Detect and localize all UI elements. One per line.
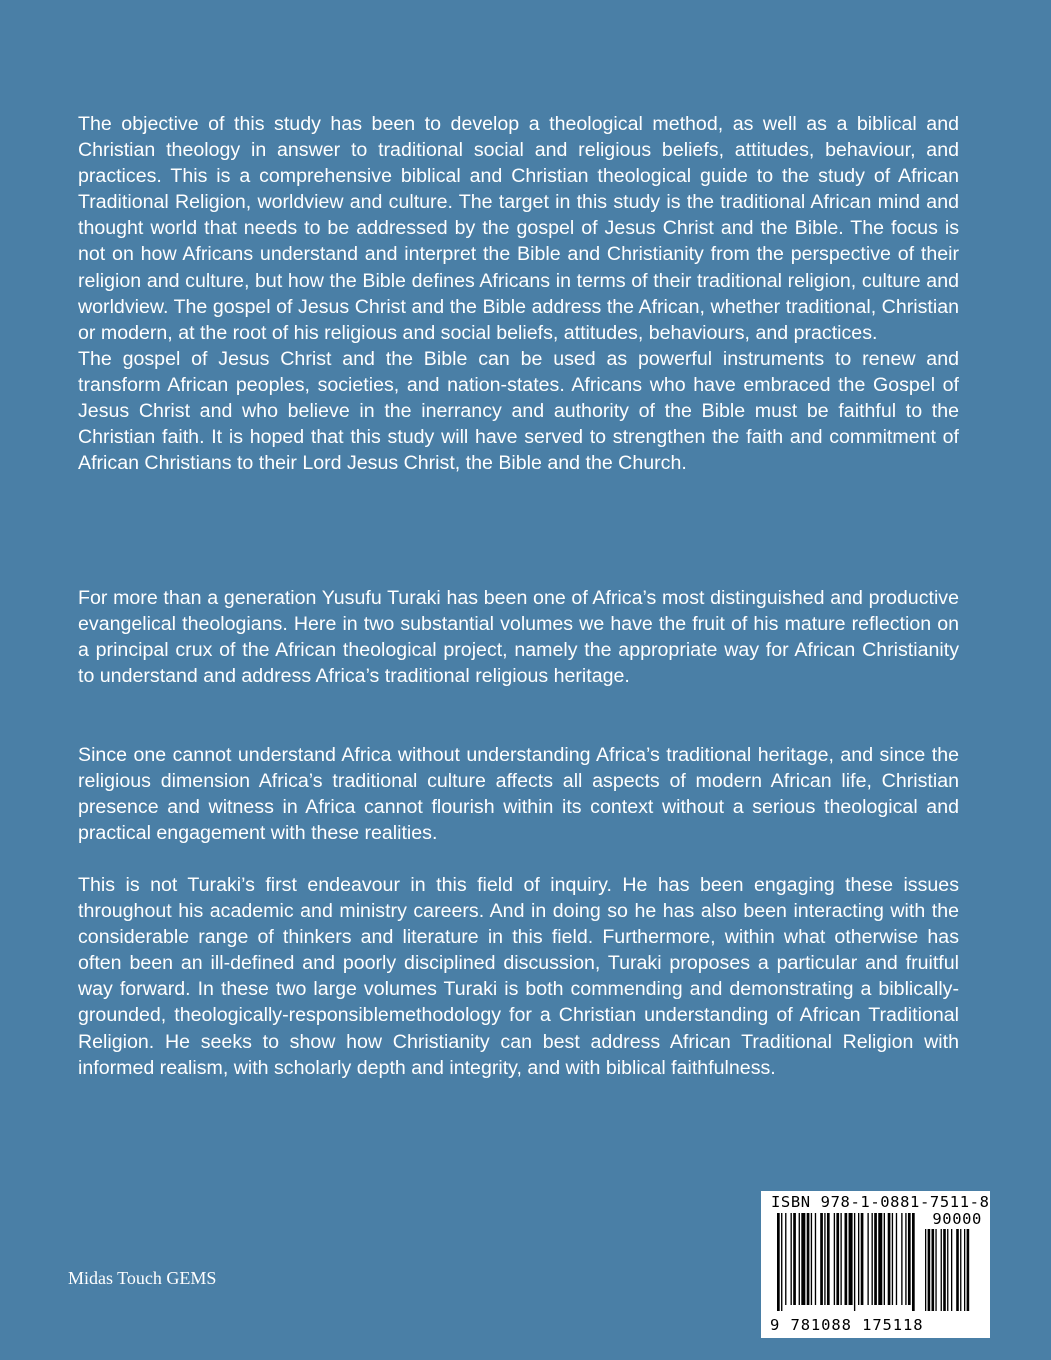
barcode-number: 9 781088 175118 <box>770 1316 924 1334</box>
barcode-bars-graphic <box>769 1211 982 1311</box>
isbn-label: ISBN 978-1-0881-7511-8 <box>771 1193 990 1211</box>
isbn-barcode <box>761 1191 990 1338</box>
review-section-1 <box>78 585 959 689</box>
barcode-addon: 90000 <box>932 1210 982 1228</box>
review-paragraph-1: For more than a generation Yusufu Turaki has been one of Africa’s most distinguished and productive evangelical theologians. Here in two substantial volumes we have the fruit of his mature reflection on a principal crux of the African theological project, namely the appropriate way for African Christianity to understand and address Africa’s traditional religious heritage. <box>78 587 959 688</box>
review-section-3 <box>78 872 959 1081</box>
review-paragraph-2: Since one cannot understand Africa without understanding Africa’s traditional heritage, and since the religious dimension Africa’s traditional culture affects all aspects of modern African life, Christian presence and witness in Africa cannot flourish within its context without a serious theological and practical engagement with these realities. <box>78 744 959 845</box>
blurb-paragraph-2: The gospel of Jesus Christ and the Bible can be used as powerful instruments to renew and transform African peoples, societies, and nation-states. Africans who have embraced the Gospel of Jesus Christ and who believe in the inerrancy and authority of the Bible must be faithful to the Christian faith. It is hoped that this study will have served to strengthen the faith and commitment of African Christians to their Lord Jesus Christ, the Bible and the Church. <box>78 347 959 475</box>
review-paragraph-3: This is not Turaki’s first endeavour in this field of inquiry. He has been engaging these issues throughout his academic and ministry careers. And in doing so he has also been interacting with the considerable range of thinkers and literature in this field. Furthermore, within what otherwise has often been an ill-defined and poorly disciplined discussion, Turaki proposes a particular and fruitful way forward. In these two large volumes Turaki is both commending and demonstrating a biblically-grounded, theologically-responsiblemethodology for a Christian understanding of African Traditional Religion. He seeks to show how Christianity can best address African Traditional Religion with informed realism, with scholarly depth and integrity, and with biblical faithfulness. <box>78 874 959 1079</box>
blurb-section <box>78 111 959 476</box>
publisher-name: Midas Touch GEMS <box>68 1268 217 1288</box>
review-section-2 <box>78 742 959 846</box>
blurb-paragraph-1: The objective of this study has been to develop a theological method, as well as a biblical and Christian theology in answer to traditional social and religious beliefs, attitudes, behaviour, and practices. This is a comprehensive biblical and Christian theological guide to the study of African Traditional Religion, worldview and culture. The target in this study is the traditional African mind and thought world that needs to be addressed by the gospel of Jesus Christ and the Bible. The focus is not on how Africans understand and interpret the Bible and Christianity from the perspective of their religion and culture, but how the Bible defines Africans in terms of their traditional religion, culture and worldview. The gospel of Jesus Christ and the Bible address the African, whether traditional, Christian or modern, at the root of his religious and social beliefs, attitudes, behaviours, and practices. <box>78 113 959 344</box>
